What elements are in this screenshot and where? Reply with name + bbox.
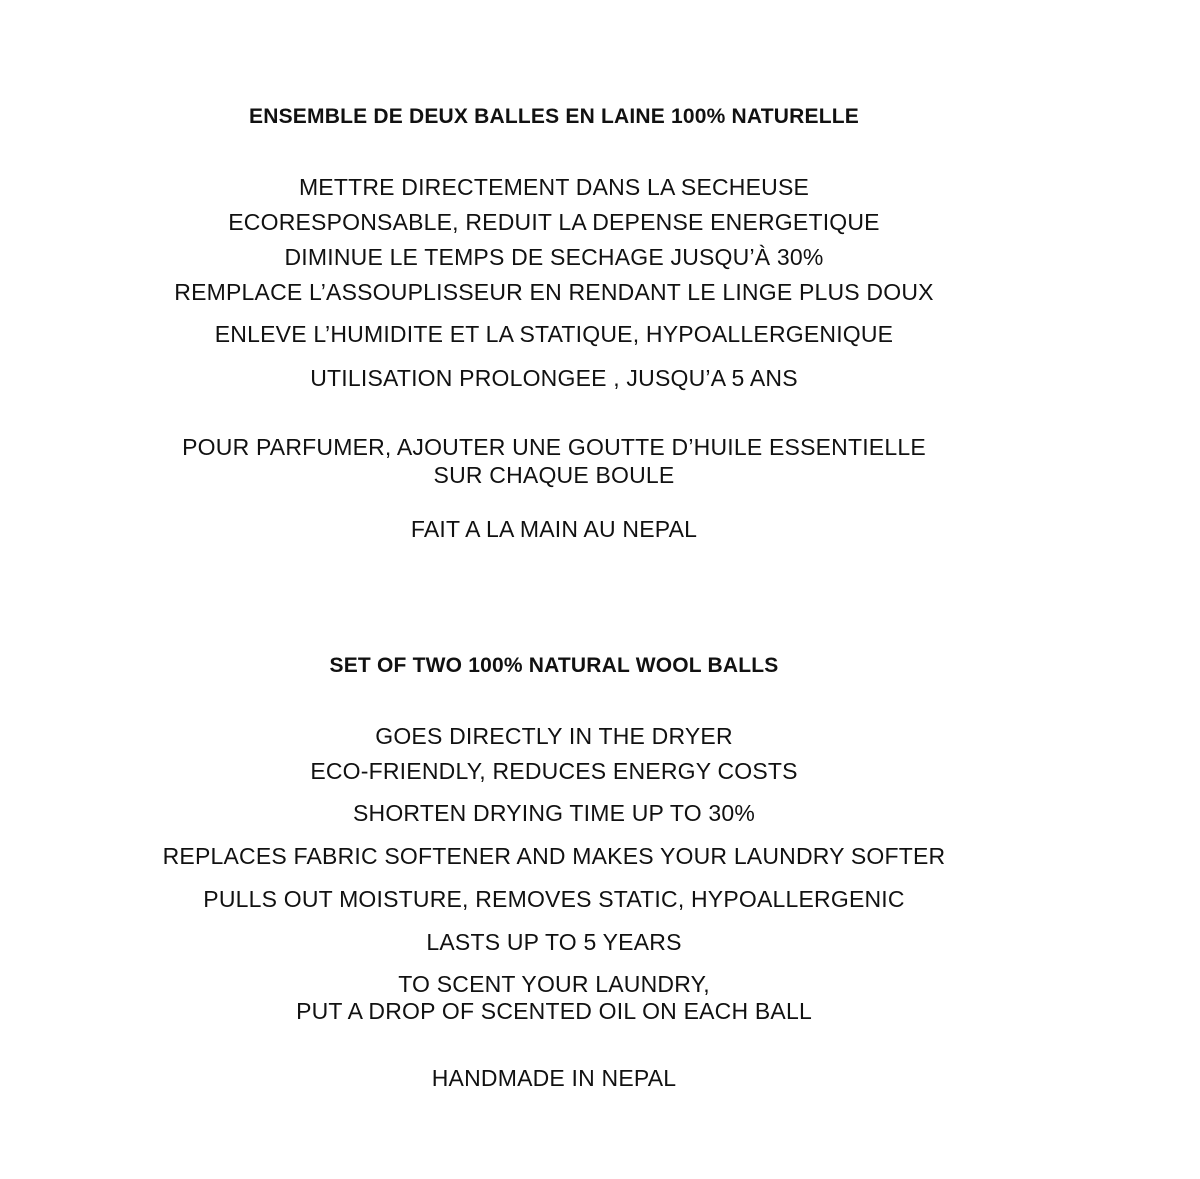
english-line: HANDMADE IN NEPAL [431, 1065, 677, 1091]
english-line: ECO-FRIENDLY, REDUCES ENERGY COSTS [310, 758, 798, 784]
french-line: REMPLACE L’ASSOUPLISSEUR EN RENDANT LE LINGE PLUS DOUX [174, 279, 934, 305]
french-line: UTILISATION PROLONGEE , JUSQU’A 5 ANS [310, 365, 798, 391]
french-line: FAIT A LA MAIN AU NEPAL [410, 516, 698, 542]
french-line: POUR PARFUMER, AJOUTER UNE GOUTTE D’HUILE ESSENTIELLE [182, 434, 926, 460]
french-title: ENSEMBLE DE DEUX BALLES EN LAINE 100% NATURELLE [249, 105, 859, 128]
french-line: METTRE DIRECTEMENT DANS LA SECHEUSE [298, 174, 810, 200]
english-line: PUT A DROP OF SCENTED OIL ON EACH BALL [296, 998, 812, 1024]
english-line: GOES DIRECTLY IN THE DRYER [375, 723, 733, 749]
english-line: SHORTEN DRYING TIME UP TO 30% [352, 800, 756, 826]
french-line: SUR CHAQUE BOULE [433, 462, 675, 488]
english-line: REPLACES FABRIC SOFTENER AND MAKES YOUR LAUNDRY SOFTER [162, 843, 946, 869]
french-line: ENLEVE L’HUMIDITE ET LA STATIQUE, HYPOALLERGENIQUE [214, 321, 894, 347]
english-title: SET OF TWO 100% NATURAL WOOL BALLS [329, 654, 779, 677]
french-line: DIMINUE LE TEMPS DE SECHAGE JUSQU’À 30% [284, 244, 824, 270]
french-line: ECORESPONSABLE, REDUIT LA DEPENSE ENERGETIQUE [228, 209, 880, 235]
english-line: LASTS UP TO 5 YEARS [426, 929, 682, 955]
english-line: TO SCENT YOUR LAUNDRY, [398, 971, 710, 997]
english-line: PULLS OUT MOISTURE, REMOVES STATIC, HYPOALLERGENIC [203, 886, 905, 912]
